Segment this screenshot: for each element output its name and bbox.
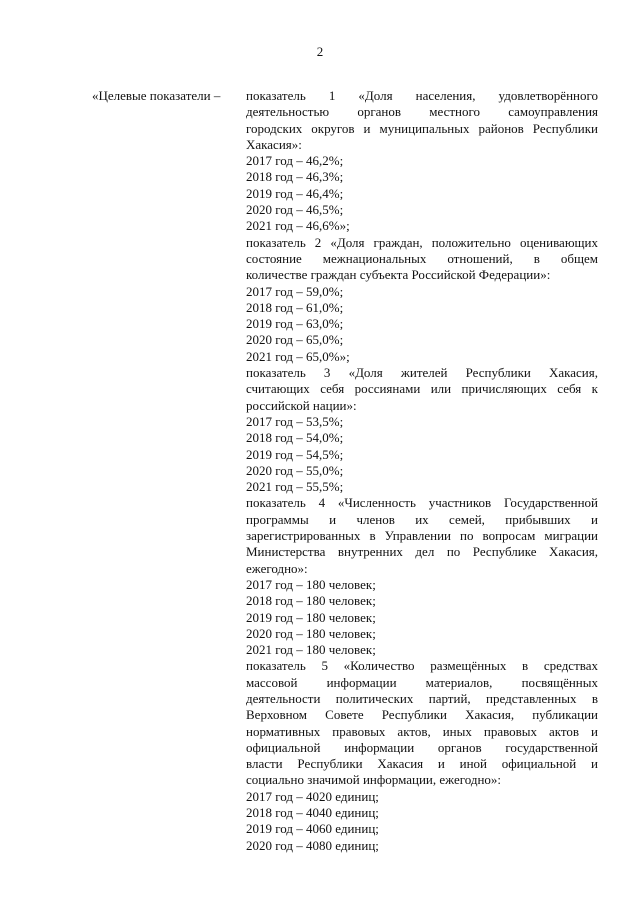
text-line: 2021 год – 55,5%; [246,479,344,495]
text-line: показатель 5 «Количество размещённых в средствах [246,658,598,674]
text-line: 2021 год – 180 человек; [246,642,376,658]
text-line: Хакасия»: [246,136,302,152]
page-number: 2 [316,44,324,59]
text-line: 2018 год – 4040 единиц; [246,805,379,821]
text-line: деятельностью органов местного самоуправления [246,104,598,120]
text-line: нормативных правовых актов, иных правовых актов и [246,723,598,739]
text-line: 2020 год – 55,0%; [246,462,344,478]
text-line: 2021 год – 65,0%»; [246,348,350,364]
text-line: 2018 год – 46,3%; [246,169,344,185]
text-line: 2017 год – 4020 единиц; [246,788,379,804]
text-line: 2020 год – 180 человек; [246,625,376,641]
text-line: 2019 год – 4060 единиц; [246,821,379,837]
text-line: массовой информации материалов, посвящённых [246,674,598,690]
text-line: российской нации»: [246,397,357,413]
text-line: городских округов и муниципальных районов Республики [246,120,598,136]
text-line: 2019 год – 180 человек; [246,609,376,625]
text-line: считающих себя россиянами или причисляющих себя к [246,381,598,397]
text-line: показатель 4 «Численность участников Государственной [246,495,598,511]
text-line: показатель 3 «Доля жителей Республики Хакасия, [246,365,598,381]
text-line: 2019 год – 46,4%; [246,185,344,201]
text-line: Верховном Совете Республики Хакасия, публикации [246,707,598,723]
text-line: показатель 2 «Доля граждан, положительно оценивающих [246,234,598,250]
section-label: «Целевые показатели – [92,88,221,103]
text-line: 2020 год – 46,5%; [246,202,344,218]
text-line: программы и членов их семей, прибывших и [246,511,598,527]
text-line: 2017 год – 59,0%; [246,283,344,299]
text-line: 2017 год – 46,2%; [246,153,344,169]
text-line: 2018 год – 61,0%; [246,299,344,315]
indicators-text [246,88,598,854]
text-line: количестве граждан субъекта Российской Федерации»: [246,267,551,283]
text-line: 2021 год – 46,6%»; [246,218,350,234]
text-line: деятельности политических партий, представленных в [246,690,598,706]
text-line: 2017 год – 180 человек; [246,576,376,592]
text-line: 2020 год – 4080 единиц; [246,837,379,853]
text-line: социально значимой информации, ежегодно»: [246,772,502,788]
text-line: 2019 год – 54,5%; [246,446,344,462]
text-line: ежегодно»: [246,560,308,576]
text-line: состояние межнациональных отношений, в общем [246,250,598,266]
text-line: 2018 год – 54,0%; [246,430,344,446]
text-line: показатель 1 «Доля населения, удовлетворённого [246,88,598,103]
text-line: официальной информации органов государственной [246,739,598,755]
text-line: зарегистрированных в Управлении по вопросам миграции [246,528,598,544]
text-line: 2019 год – 63,0%; [246,316,344,332]
text-line: власти Республики Хакасия и иной официальной и [246,756,598,772]
text-line: 2018 год – 180 человек; [246,593,376,609]
text-line: Министерства внутренних дел по Республике Хакасия, [246,544,598,560]
text-line: 2017 год – 53,5%; [246,413,344,429]
text-line: 2020 год – 65,0%; [246,332,344,348]
